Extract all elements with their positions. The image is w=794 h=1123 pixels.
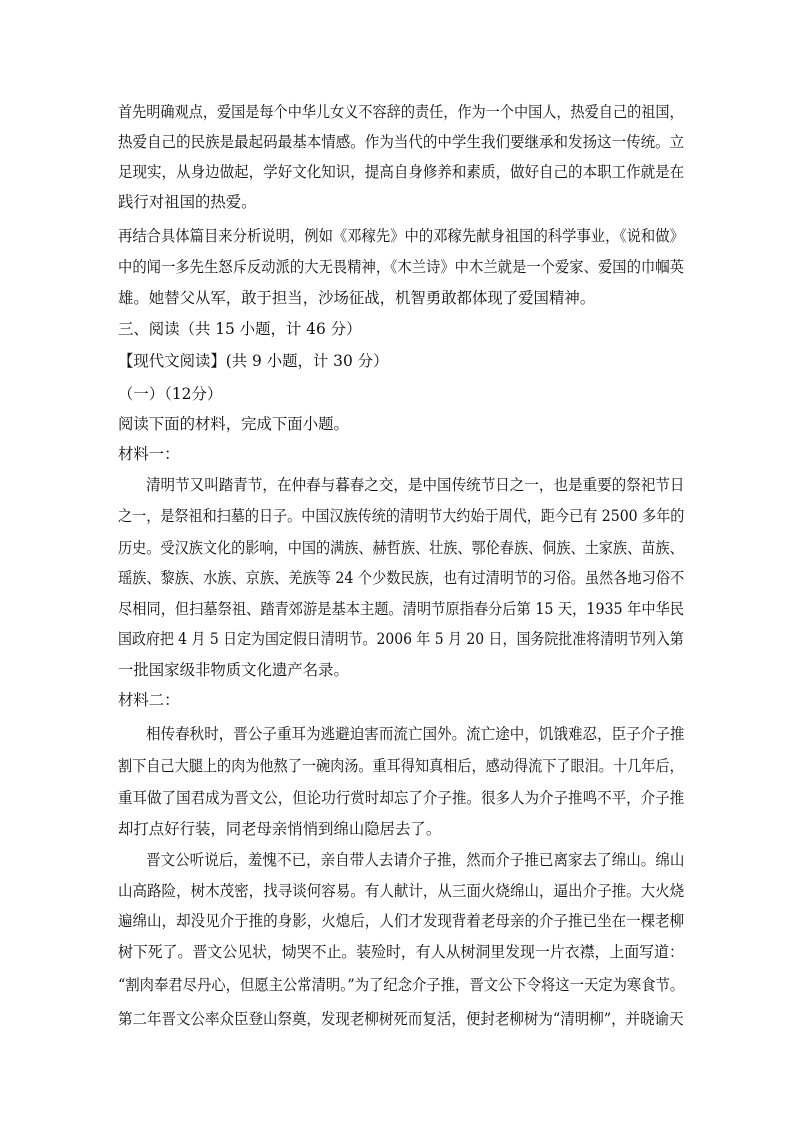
text-line: 重耳做了国君成为晋文公，但论功行赏时却忘了介子推。很多人为介子推鸣不平，介子推 xyxy=(118,789,685,807)
text-line: 却打点好行装，同老母亲悄悄到绵山隐居去了。 xyxy=(118,820,442,838)
text-line: 晋文公听说后，羞愧不已，亲自带人去请介子推，然而介子推已离家去了绵山。绵山 xyxy=(146,851,685,869)
text-line: 尽相同，但扫墓祭祖、踏青郊游是基本主题。清明节原指春分后第 15 天，1935 年中华民 xyxy=(118,600,685,618)
text-line: 国政府把 4 月 5 日定为国定假日清明节。2006 年 5 月 20 日，国务院批准将清明节列入第 xyxy=(118,630,684,648)
text-line: “割肉奉君尽丹心，但愿主公常清明。”为了纪念介子推，晋文公下令将这一天定为寒食节。 xyxy=(118,976,685,994)
text-line: 第二年晋文公率众臣登山祭奠，发现老柳树死而复活，便封老柳树为“清明柳”，并晓谕天 xyxy=(118,1010,684,1028)
text-line: 一批国家级非物质文化遗产名录。 xyxy=(118,661,349,679)
text-line: 中的闻一多先生怒斥反动派的大无畏精神，《木兰诗》中木兰就是一个爱家、爱国的巾帼英 xyxy=(118,258,684,276)
text-line: 之一，是祭祖和扫墓的日子。中国汉族传统的清明节大约始于周代，距今已有 2500 多年的 xyxy=(118,507,685,525)
text-line: 首先明确观点，爱国是每个中华儿女义不容辞的责任，作为一个中国人，热爱自己的祖国， xyxy=(118,103,684,121)
section-heading: 三、阅读（共 15 小题，计 46 分） xyxy=(118,320,362,338)
material-label: 材料一： xyxy=(118,445,180,463)
text-line: 相传春秋时，晋公子重耳为逃避迫害而流亡国外。流亡途中，饥饿难忍，臣子介子推 xyxy=(146,725,685,743)
text-line: 热爱自己的民族是最起码最基本情感。作为当代的中学生我们要继承和发扬这一传统。立 xyxy=(118,133,685,151)
text-line: 树下死了。晋文公见状，恸哭不止。装殓时，有人从树洞里发现一片衣襟，上面写道： xyxy=(118,943,684,961)
instruction-text: 阅读下面的材料，完成下面小题。 xyxy=(118,415,349,433)
text-line: 足现实，从身边做起，学好文化知识，提高自身修养和素质，做好自己的本职工作就是在 xyxy=(118,163,685,181)
text-line: 清明节又叫踏青节，在仲春与暮春之交，是中国传统节日之一，也是重要的祭祀节日 xyxy=(146,476,685,494)
subsection-heading: 【现代文阅读】(共 9 小题，计 30 分） xyxy=(118,352,389,370)
text-line: 再结合具体篇目来分析说明，例如《邓稼先》中的邓稼先献身祖国的科学事业，《说和做》 xyxy=(118,227,684,245)
text-line: 瑶族、黎族、水族、京族、羌族等 24 个少数民族，也有过清明节的习俗。虽然各地习俗不 xyxy=(118,569,685,587)
text-line: 历史。受汉族文化的影响，中国的满族、赫哲族、壮族、鄂伦春族、侗族、土家族、苗族、 xyxy=(118,539,684,557)
material-label: 材料二： xyxy=(118,691,180,709)
text-line: 践行对祖国的热爱。 xyxy=(118,193,257,211)
text-line: 遍绵山，却没见介于推的身影，火熄后，人们才发现背着老母亲的介子推已坐在一棵老柳 xyxy=(118,912,685,930)
text-line: 割下自己大腿上的肉为他熬了一碗肉汤。重耳得知真相后，感动得流下了眼泪。十几年后， xyxy=(118,757,684,775)
part-heading: （一）（12分） xyxy=(118,385,223,403)
text-line: 雄。她替父从军，敢于担当，沙场征战，机智勇敢都体现了爱国精神。 xyxy=(118,289,596,307)
text-line: 山高路险，树木茂密，找寻谈何容易。有人献计，从三面火烧绵山，逼出介子推。大火烧 xyxy=(118,882,685,900)
